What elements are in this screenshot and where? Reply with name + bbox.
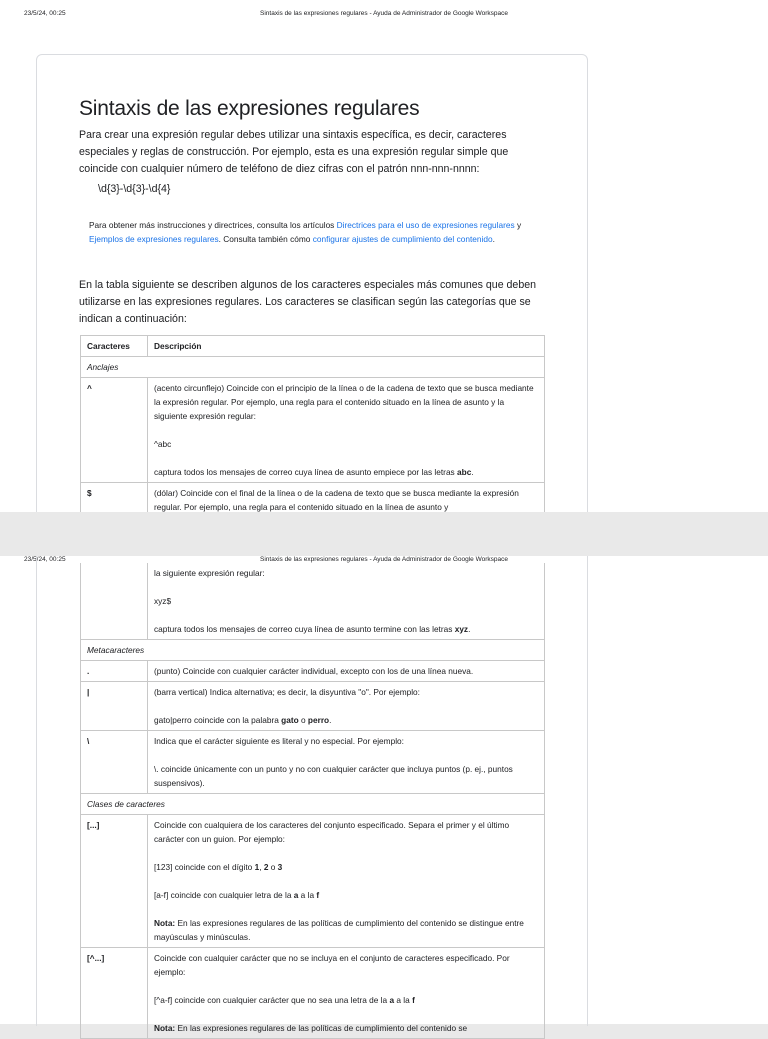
category-row [81, 357, 545, 378]
char-cell: [...] [81, 815, 148, 948]
desc-example: gato|perro coincide con la palabra gato o perro. [154, 715, 332, 725]
col-header-description: Descripción [148, 336, 545, 357]
table-header-row [81, 336, 545, 357]
desc-text: (dólar) Coincide con el final de la línea o de la cadena de texto que se busca mediante la expresión regular. Por ejemplo, una regla para el contenido situado en la línea de asunto y [154, 488, 519, 512]
table-row [81, 378, 545, 483]
link-configurar-ajustes[interactable]: configurar ajustes de cumplimiento del contenido [312, 234, 493, 244]
info-note [89, 218, 539, 246]
intro-paragraph: Para crear una expresión regular debes utilizar una sintaxis específica, es decir, caracteres especiales y reglas de construcción. Por ejemplo, esta es una expresión regular simple que coincide con cualquier número de teléfono de diez cifras con el patrón nnn-nnn-nnnn: [79, 129, 509, 175]
print-header [0, 10, 768, 24]
char-cell: ^ [81, 378, 148, 483]
desc-example: [^a-f] coincide con cualquier carácter que no sea una letra de la a a la f [154, 995, 415, 1005]
char-cell: . [81, 661, 148, 682]
print-date: 23/5/24, 00:25 [24, 556, 66, 563]
char-cell: | [81, 682, 148, 731]
regex-table [80, 335, 545, 518]
desc-text: (barra vertical) Indica alternativa; es decir, la disyuntiva "o". Por ejemplo: [154, 687, 420, 697]
table-row [81, 682, 545, 731]
desc-note: Nota: En las expresiones regulares de las políticas de cumplimiento del contenido se distingue entre mayúsculas y minúsculas. [154, 918, 524, 942]
desc-text: captura todos los mensajes de correo cuya línea de asunto empiece por las letras abc. [154, 467, 474, 477]
char-cell [81, 563, 148, 640]
desc-cell [148, 682, 545, 731]
table-row [81, 948, 545, 1039]
link-ejemplos[interactable]: Ejemplos de expresiones regulares [89, 234, 219, 244]
desc-text: la siguiente expresión regular: [154, 568, 265, 578]
desc-cell [148, 563, 545, 640]
desc-text: Coincide con cualquier carácter que no se incluya en el conjunto de caracteres especificado. Por ejemplo: [154, 953, 510, 977]
table-intro-paragraph: En la tabla siguiente se describen algunos de los caracteres especiales más comunes que deben utilizarse en las expresiones regulares. Los caracteres se clasifican según las categorías que se indican a continuación: [79, 279, 536, 325]
desc-text: (punto) Coincide con cualquier carácter individual, excepto con los de una línea nueva. [154, 666, 474, 676]
category-row [81, 640, 545, 661]
link-directrices[interactable]: Directrices para el uso de expresiones regulares [336, 220, 515, 230]
desc-cell [148, 948, 545, 1039]
category-row [81, 794, 545, 815]
table-row [81, 815, 545, 948]
desc-cell [148, 731, 545, 794]
article-title: Sintaxis de las expresiones regulares [79, 97, 420, 120]
print-title: Sintaxis de las expresiones regulares - Ayuda de Administrador de Google Workspace [260, 10, 508, 17]
desc-note: Nota: En las expresiones regulares de las políticas de cumplimiento del contenido se [154, 1023, 468, 1033]
print-title: Sintaxis de las expresiones regulares - Ayuda de Administrador de Google Workspace [260, 556, 508, 563]
desc-example: \. coincide únicamente con un punto y no con cualquier carácter que incluya puntos (p. ej., puntos suspensivos). [154, 764, 513, 788]
note-text: y [514, 220, 522, 230]
pdf-page-1 [0, 0, 768, 512]
table-row [81, 563, 545, 640]
regex-example: \d{3}-\d{3}-\d{4} [98, 183, 171, 195]
char-cell: \ [81, 731, 148, 794]
char-cell: [^...] [81, 948, 148, 1039]
col-header-characters: Caracteres [81, 336, 148, 357]
desc-example: [a-f] coincide con cualquier letra de la a a la f [154, 890, 320, 900]
desc-text: captura todos los mensajes de correo cuya línea de asunto termine con las letras xyz. [154, 624, 471, 634]
category-anchors: Anclajes [81, 357, 545, 378]
desc-text: (acento circunflejo) Coincide con el principio de la línea o de la cadena de texto que se busca mediante la expresión regular. Por ejemplo, una regla para el contenido situado en la línea de asunto y la siguiente expresión regular: [154, 383, 534, 421]
regex-table-continued [80, 563, 545, 1039]
desc-cell [148, 815, 545, 948]
category-metacharacters: Metacaracteres [81, 640, 545, 661]
page-gap [0, 512, 768, 556]
note-text: . [492, 234, 495, 244]
note-text: Para obtener más instrucciones y directrices, consulta los artículos [89, 220, 337, 230]
desc-text: Indica que el carácter siguiente es literal y no especial. Por ejemplo: [154, 736, 404, 746]
table-row [81, 661, 545, 682]
table-row [81, 731, 545, 794]
desc-example: ^abc [154, 439, 172, 449]
desc-text: Coincide con cualquiera de los caracteres del conjunto especificado. Separa el primer y el último carácter con un guion. Por ejemplo: [154, 820, 510, 844]
desc-example: xyz$ [154, 596, 172, 606]
print-date: 23/5/24, 00:25 [24, 10, 66, 17]
desc-cell [148, 661, 545, 682]
note-text: . Consulta también cómo [218, 234, 313, 244]
desc-example: [123] coincide con el dígito 1, 2 o 3 [154, 862, 283, 872]
char-cell: $ [81, 483, 148, 518]
desc-cell [148, 378, 545, 483]
category-character-classes: Clases de caracteres [81, 794, 545, 815]
